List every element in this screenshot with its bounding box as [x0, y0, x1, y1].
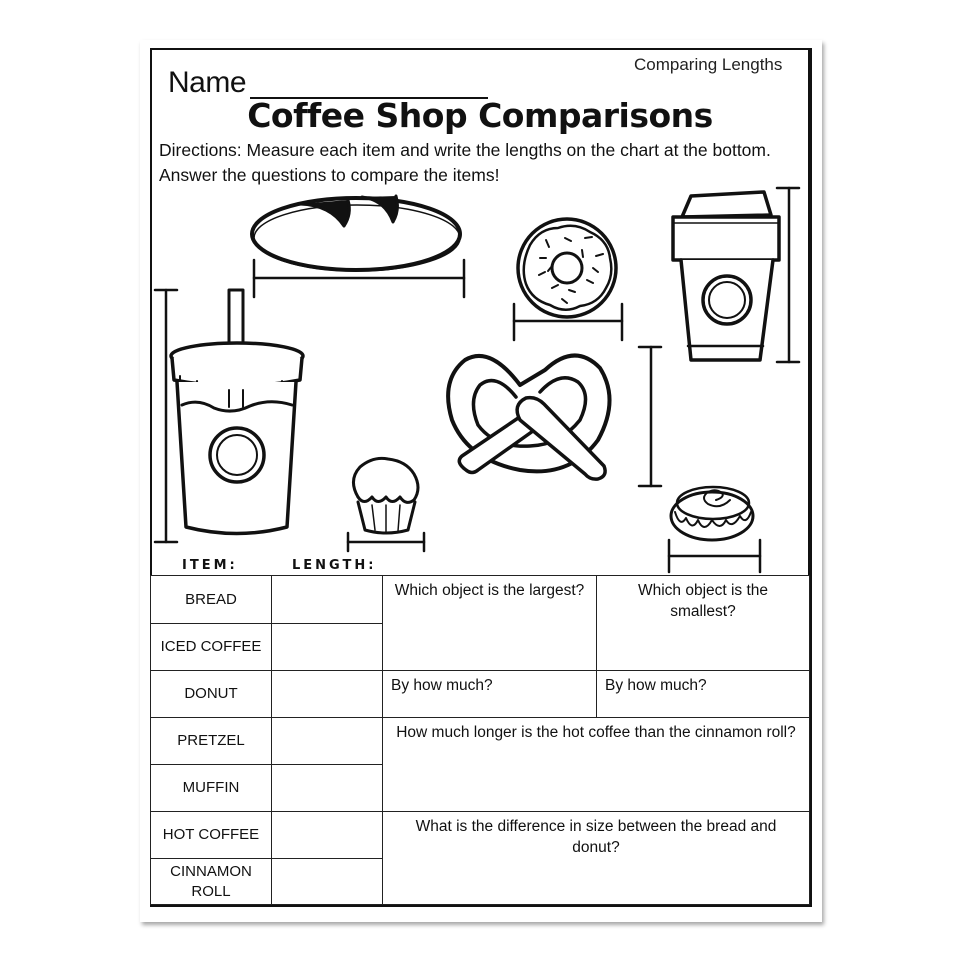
- question-hot-vs-cinnamon-text: How much longer is the hot coffee than the cinnamon roll?: [396, 724, 796, 741]
- item-label-iced-coffee: ICED COFFEE: [150, 623, 272, 671]
- question-hot-coffee-vs-cinnamon-roll[interactable]: [382, 717, 810, 812]
- question-largest-text: Which object is the largest?: [394, 582, 585, 599]
- length-column-header: LENGTH:: [292, 558, 377, 573]
- item-label-hot-coffee: HOT COFFEE: [150, 811, 272, 859]
- length-input-hot-coffee[interactable]: [271, 811, 383, 859]
- question-bread-vs-donut-text: What is the difference in size between the bread and donut?: [415, 818, 777, 856]
- length-input-iced-coffee[interactable]: [271, 623, 383, 671]
- item-label-pretzel: PRETZEL: [150, 717, 272, 765]
- page-title: Coffee Shop Comparisons: [247, 96, 713, 135]
- question-largest-by-how-much[interactable]: [382, 670, 597, 718]
- muffin-icon: [348, 458, 424, 551]
- cinnamon-roll-icon: [669, 487, 760, 572]
- length-input-cinnamon-roll[interactable]: [271, 858, 383, 905]
- name-label: Name: [168, 66, 247, 99]
- iced-coffee-icon: [155, 290, 303, 542]
- item-label-cinnamon-roll: CINNAMON ROLL: [150, 858, 272, 905]
- length-input-pretzel[interactable]: [271, 717, 383, 765]
- item-label-muffin: MUFFIN: [150, 764, 272, 812]
- length-input-bread[interactable]: [271, 575, 383, 624]
- donut-icon: [514, 219, 622, 340]
- bread-icon: [252, 196, 464, 297]
- length-input-donut[interactable]: [271, 670, 383, 718]
- question-bread-vs-donut[interactable]: [382, 811, 810, 905]
- pretzel-icon: [448, 347, 661, 486]
- hot-coffee-icon: [673, 188, 799, 362]
- question-smallest-text: Which object is the smallest?: [637, 582, 769, 620]
- question-smallest-by-text: By how much?: [605, 677, 707, 694]
- question-largest[interactable]: [382, 575, 597, 671]
- directions-text: Directions: Measure each item and write the lengths on the chart at the bottom. Answer the questions to compare the items!: [159, 140, 771, 185]
- length-input-muffin[interactable]: [271, 764, 383, 812]
- subject-label: Comparing Lengths: [634, 55, 783, 74]
- question-smallest-by-how-much[interactable]: [596, 670, 810, 718]
- item-label-bread: BREAD: [150, 575, 272, 624]
- item-column-header: ITEM:: [182, 558, 238, 573]
- question-smallest[interactable]: [596, 575, 810, 671]
- question-largest-by-text: By how much?: [391, 677, 493, 694]
- item-label-donut: DONUT: [150, 670, 272, 718]
